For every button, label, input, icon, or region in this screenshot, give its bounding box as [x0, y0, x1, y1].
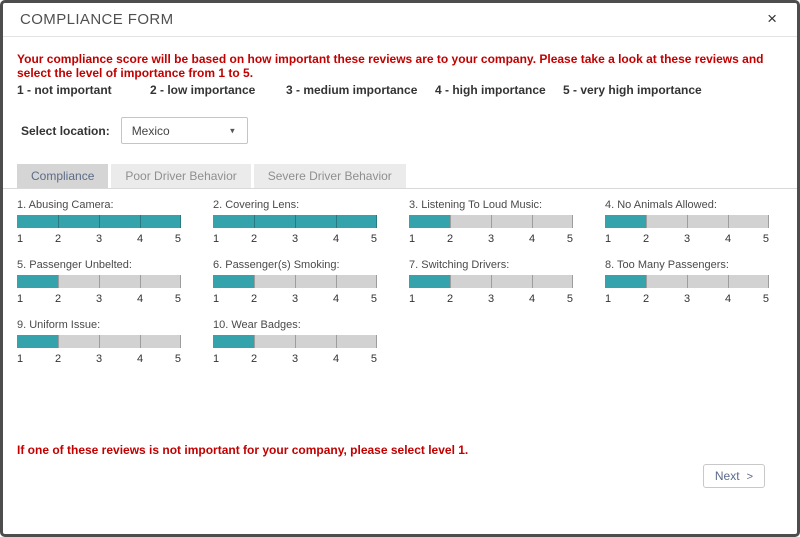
slider-ticks	[605, 233, 769, 247]
slider-tick-divider	[336, 215, 337, 228]
slider-tick-label: 5	[174, 353, 181, 365]
slider-tick-divider	[295, 335, 296, 348]
slider-tick-label: 5	[566, 233, 573, 245]
slider-tick-divider	[728, 275, 729, 288]
slider-tick-divider	[99, 275, 100, 288]
slider-tick-divider	[99, 215, 100, 228]
slider-tick-label: 4	[724, 233, 732, 245]
slider-tick-label: 4	[724, 293, 732, 305]
slider-tick-divider	[768, 275, 769, 288]
bottom-note: If one of these reviews is not important for your company, please select level 1.	[17, 443, 469, 457]
slider-tick-divider	[58, 215, 59, 228]
slider-tick-label: 3	[291, 233, 299, 245]
close-icon[interactable]: ×	[763, 9, 781, 29]
slider-track[interactable]	[213, 275, 377, 288]
slider-track[interactable]	[605, 275, 769, 288]
slider-tick-label: 3	[683, 293, 691, 305]
slider-tick-label: 2	[54, 233, 62, 245]
slider-tick-label: 2	[250, 233, 258, 245]
slider-track[interactable]	[17, 275, 181, 288]
slider-tick-divider	[768, 215, 769, 228]
slider-track[interactable]	[17, 335, 181, 348]
slider-fill	[605, 215, 646, 228]
tab-strip	[3, 165, 797, 189]
location-select[interactable]	[121, 117, 248, 144]
slider-tick-divider	[572, 215, 573, 228]
slider-tick-label: 2	[250, 293, 258, 305]
slider-label: 10. Wear Badges:	[213, 319, 301, 331]
slider-tick-label: 1	[17, 293, 24, 305]
slider-label: 7. Switching Drivers:	[409, 259, 510, 271]
slider-tick-divider	[58, 275, 59, 288]
slider-fill	[213, 275, 254, 288]
slider-tick-divider	[572, 275, 573, 288]
slider-tick-divider	[295, 275, 296, 288]
slider-label: 2. Covering Lens:	[213, 199, 300, 211]
slider-tick-label: 2	[54, 293, 62, 305]
slider-tick-divider	[140, 335, 141, 348]
importance-slider	[17, 199, 181, 259]
slider-tick-divider	[646, 215, 647, 228]
slider-tick-label: 1	[17, 353, 24, 365]
slider-tick-divider	[140, 275, 141, 288]
slider-tick-divider	[491, 275, 492, 288]
slider-tick-label: 5	[762, 293, 769, 305]
slider-ticks	[409, 233, 573, 247]
slider-tick-divider	[295, 215, 296, 228]
slider-tick-divider	[254, 335, 255, 348]
slider-tick-label: 4	[332, 293, 340, 305]
slider-tick-label: 2	[642, 293, 650, 305]
slider-tick-label: 1	[409, 233, 416, 245]
tab-compliance[interactable]: Compliance	[17, 164, 108, 188]
slider-track[interactable]	[409, 215, 573, 228]
slider-fill	[213, 335, 254, 348]
slider-tick-divider	[687, 275, 688, 288]
slider-track[interactable]	[409, 275, 573, 288]
slider-ticks	[409, 293, 573, 307]
slider-tick-label: 1	[213, 353, 220, 365]
importance-slider	[213, 259, 377, 319]
slider-fill	[409, 215, 450, 228]
intro-text: Your compliance score will be based on how important these reviews are to your company. Please take a look at these reviews and select the level of importance from 1 to 5.	[17, 52, 764, 80]
slider-tick-label: 4	[332, 233, 340, 245]
slider-tick-label: 4	[136, 293, 144, 305]
sliders-grid	[17, 199, 777, 379]
slider-tick-label: 3	[291, 353, 299, 365]
dropdown-caret-icon: ▾	[230, 125, 235, 135]
slider-tick-label: 4	[528, 293, 536, 305]
slider-track[interactable]	[17, 215, 181, 228]
slider-tick-label: 3	[487, 233, 495, 245]
scale-legend-item: 5 - very high importance	[563, 83, 702, 97]
slider-label: 9. Uniform Issue:	[17, 319, 101, 331]
slider-ticks	[17, 353, 181, 367]
slider-ticks	[213, 353, 377, 367]
slider-track[interactable]	[213, 335, 377, 348]
next-button-label: Next	[714, 469, 740, 483]
importance-slider	[409, 199, 573, 259]
slider-tick-label: 2	[250, 353, 258, 365]
slider-tick-label: 4	[136, 233, 144, 245]
slider-fill	[17, 335, 58, 348]
chevron-right-icon: >	[746, 471, 753, 483]
slider-tick-label: 4	[528, 233, 536, 245]
slider-ticks	[17, 293, 181, 307]
scale-legend-item: 4 - high importance	[435, 83, 546, 97]
slider-tick-divider	[376, 335, 377, 348]
slider-ticks	[213, 233, 377, 247]
importance-slider	[213, 199, 377, 259]
slider-ticks	[17, 233, 181, 247]
slider-tick-label: 5	[566, 293, 573, 305]
slider-tick-label: 1	[213, 293, 220, 305]
slider-tick-divider	[491, 215, 492, 228]
slider-tick-label: 2	[54, 353, 62, 365]
slider-tick-divider	[99, 335, 100, 348]
tab-poor-driver-behavior[interactable]: Poor Driver Behavior	[111, 164, 250, 188]
slider-tick-label: 5	[174, 293, 181, 305]
slider-tick-label: 3	[95, 293, 103, 305]
slider-tick-divider	[646, 275, 647, 288]
slider-tick-label: 2	[446, 233, 454, 245]
slider-tick-divider	[180, 215, 181, 228]
location-label: Select location:	[21, 123, 110, 138]
location-row	[21, 117, 248, 144]
tab-severe-driver-behavior[interactable]: Severe Driver Behavior	[254, 164, 406, 188]
importance-slider	[605, 199, 769, 259]
slider-tick-label: 3	[291, 293, 299, 305]
slider-tick-label: 5	[370, 353, 377, 365]
slider-tick-label: 1	[605, 233, 612, 245]
slider-tick-divider	[532, 275, 533, 288]
slider-fill	[17, 275, 58, 288]
importance-slider	[17, 319, 181, 379]
slider-fill	[409, 275, 450, 288]
slider-tick-divider	[140, 215, 141, 228]
slider-tick-label: 3	[683, 233, 691, 245]
next-button[interactable]	[703, 464, 765, 488]
slider-tick-label: 1	[605, 293, 612, 305]
slider-label: 4. No Animals Allowed:	[605, 199, 717, 211]
slider-tick-label: 2	[642, 233, 650, 245]
slider-tick-label: 3	[95, 353, 103, 365]
slider-tick-label: 1	[213, 233, 220, 245]
scale-legend-item: 3 - medium importance	[286, 83, 418, 97]
slider-tick-divider	[254, 215, 255, 228]
slider-label: 5. Passenger Unbelted:	[17, 259, 132, 271]
slider-tick-divider	[180, 335, 181, 348]
slider-tick-label: 5	[370, 293, 377, 305]
slider-tick-label: 5	[762, 233, 769, 245]
slider-tick-divider	[58, 335, 59, 348]
importance-slider	[409, 259, 573, 319]
slider-tick-label: 1	[409, 293, 416, 305]
dialog-titlebar	[3, 3, 797, 37]
slider-tick-divider	[254, 275, 255, 288]
scale-legend-item: 2 - low importance	[150, 83, 256, 97]
slider-tick-divider	[450, 275, 451, 288]
slider-label: 6. Passenger(s) Smoking:	[213, 259, 340, 271]
importance-slider	[17, 259, 181, 319]
slider-tick-label: 5	[174, 233, 181, 245]
slider-ticks	[605, 293, 769, 307]
slider-tick-label: 4	[332, 353, 340, 365]
importance-slider	[213, 319, 377, 379]
slider-tick-label: 5	[370, 233, 377, 245]
slider-track[interactable]	[605, 215, 769, 228]
slider-tick-label: 3	[95, 233, 103, 245]
importance-scale-legend	[17, 83, 787, 97]
slider-label: 8. Too Many Passengers:	[605, 259, 729, 271]
importance-slider	[605, 259, 769, 319]
slider-fill	[605, 275, 646, 288]
slider-tick-label: 1	[17, 233, 24, 245]
dialog-title: COMPLIANCE FORM	[20, 11, 174, 28]
slider-tick-divider	[336, 275, 337, 288]
slider-tick-divider	[376, 215, 377, 228]
slider-tick-divider	[532, 215, 533, 228]
slider-tick-divider	[687, 215, 688, 228]
slider-tick-divider	[450, 215, 451, 228]
slider-tick-divider	[180, 275, 181, 288]
slider-tick-divider	[728, 215, 729, 228]
slider-tick-label: 3	[487, 293, 495, 305]
scale-legend-item: 1 - not important	[17, 83, 112, 97]
slider-tick-label: 4	[136, 353, 144, 365]
slider-label: 1. Abusing Camera:	[17, 199, 114, 211]
slider-tick-label: 2	[446, 293, 454, 305]
slider-track[interactable]	[213, 215, 377, 228]
slider-ticks	[213, 293, 377, 307]
slider-label: 3. Listening To Loud Music:	[409, 199, 543, 211]
slider-tick-divider	[336, 335, 337, 348]
slider-tick-divider	[376, 275, 377, 288]
location-selected-value: Mexico	[131, 123, 170, 138]
